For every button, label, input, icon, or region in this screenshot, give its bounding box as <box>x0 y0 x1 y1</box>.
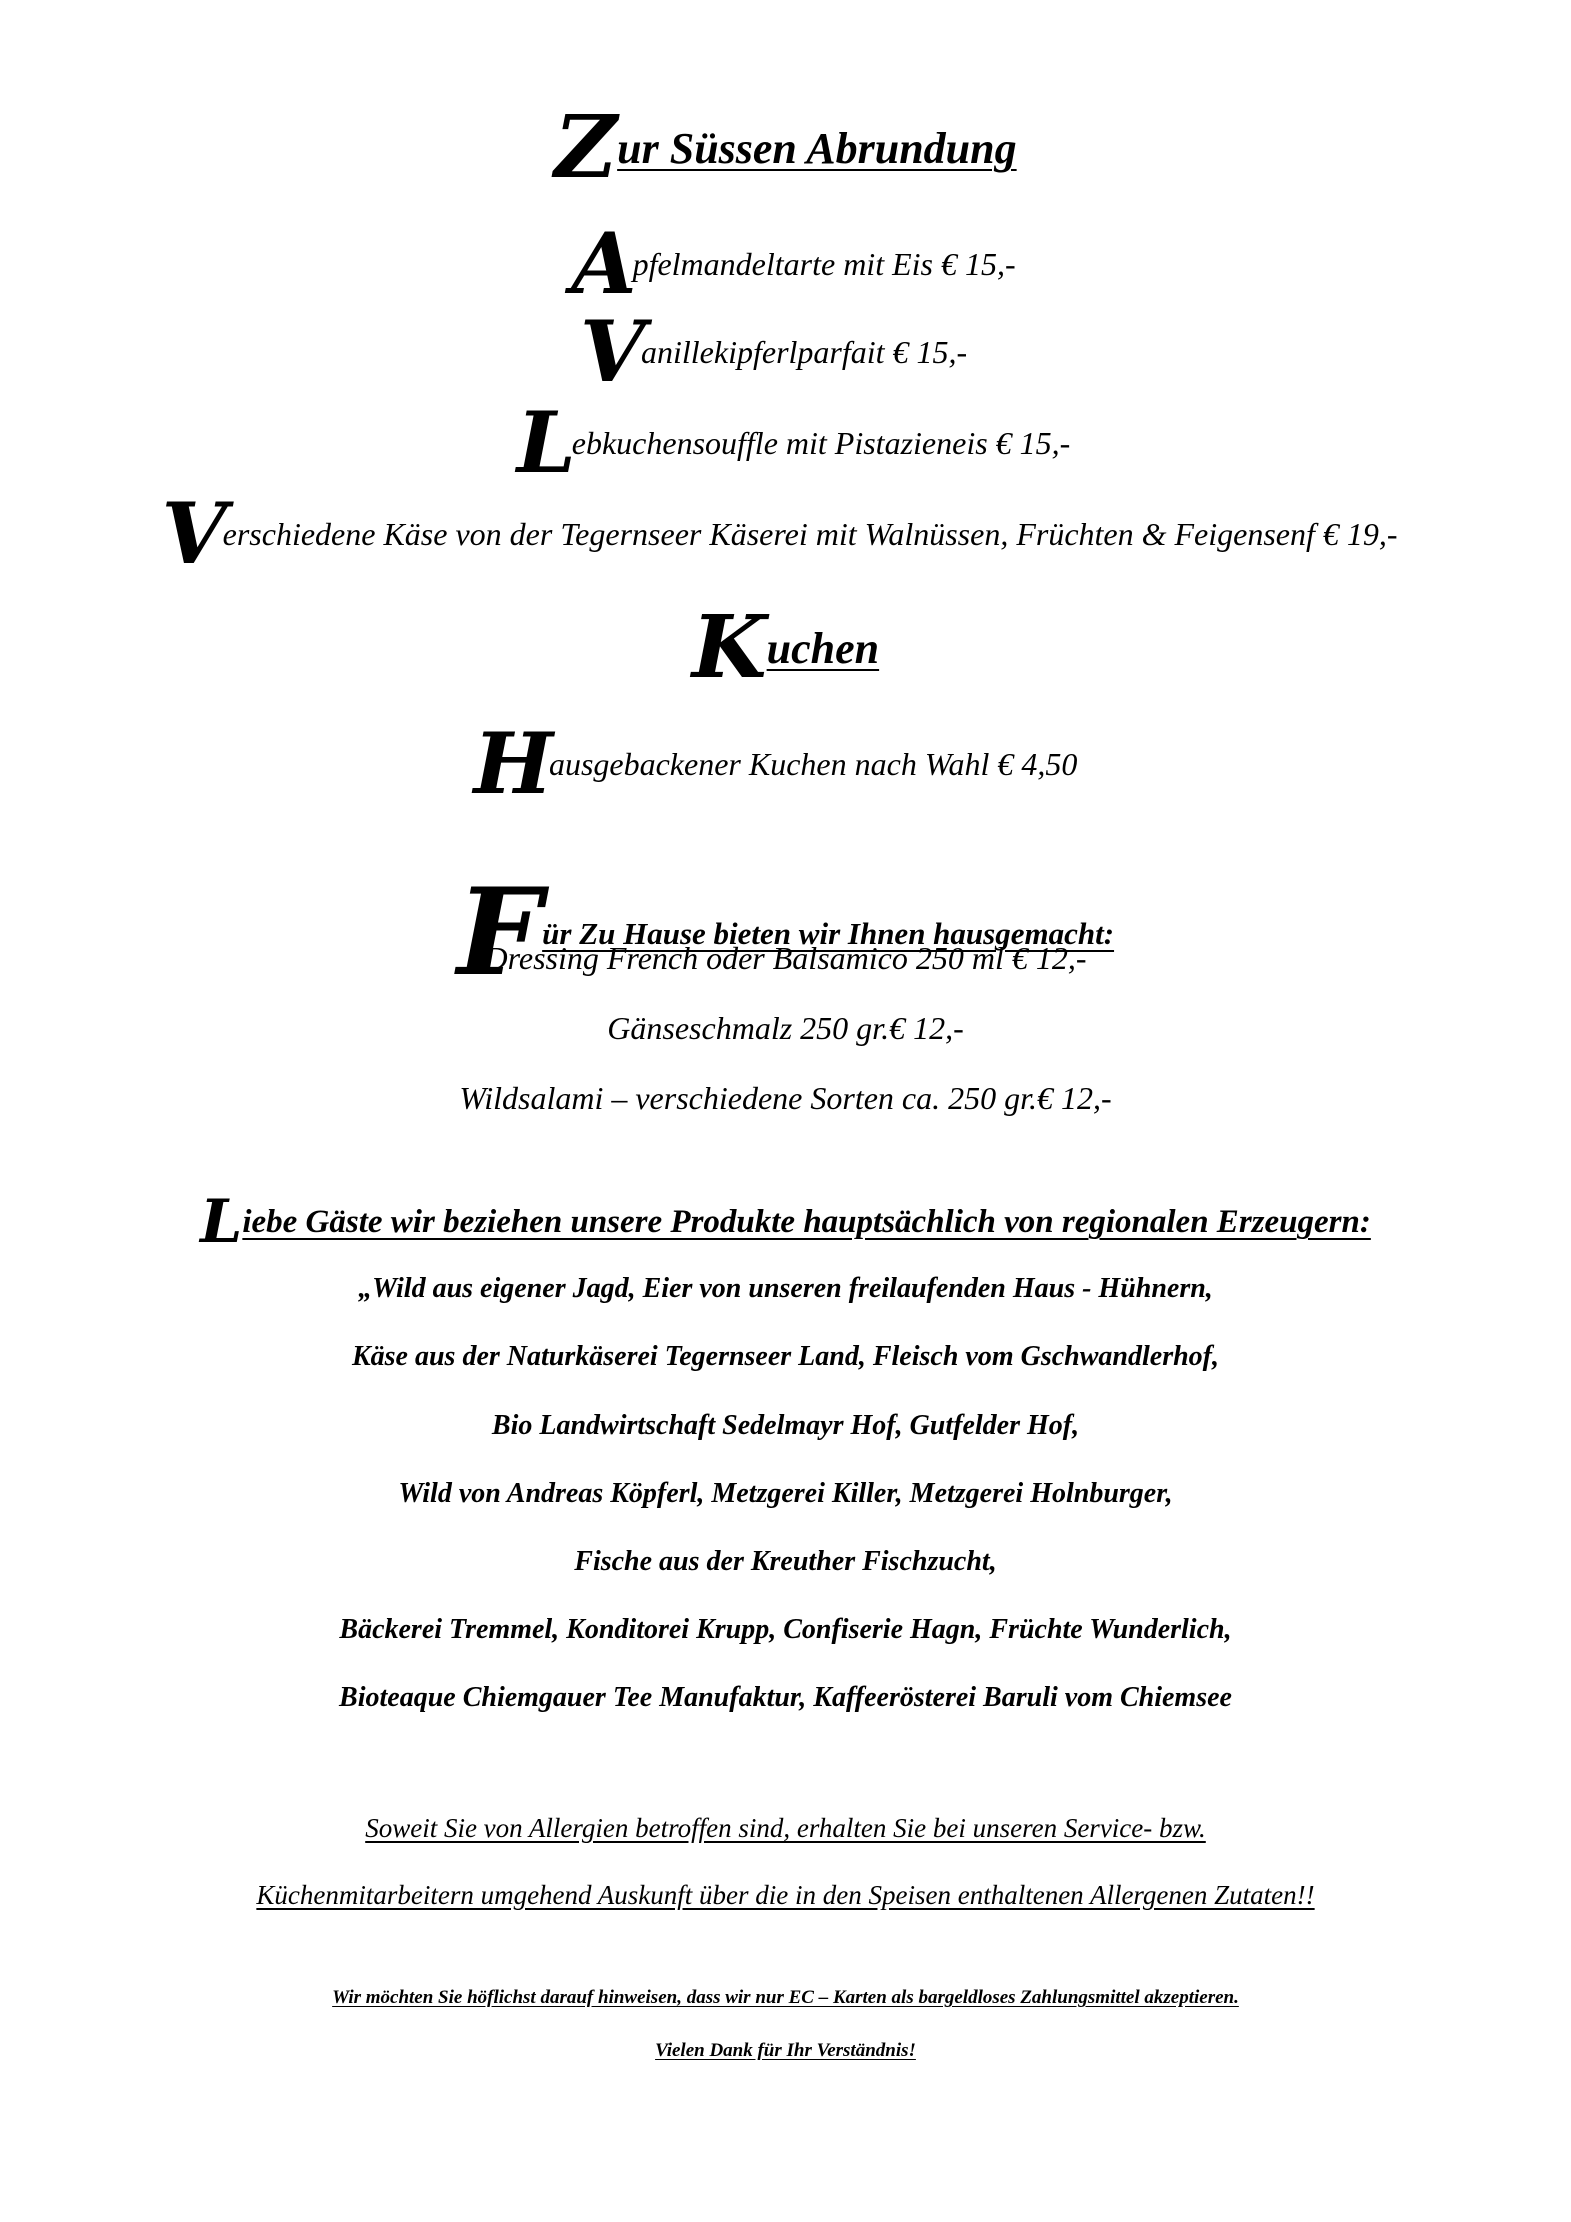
dessert-heading <box>0 97 1571 198</box>
takeaway-heading-text: ür Zu Hause bieten wir Ihnen hausgemacht: <box>542 916 1115 951</box>
guests-heading-initial: L <box>200 1187 243 1257</box>
dessert-item <box>8 212 1571 313</box>
dessert-item-text: erschiedene Käse von der Tegernseer Käserei mit Walnüssen, Früchten & Feigensenf € 19,- <box>222 516 1398 552</box>
dessert-item <box>0 482 1565 583</box>
cake-heading-initial: K <box>691 597 767 698</box>
takeaway-item: Wildsalami – verschiedene Sorten ca. 250 gr.€ 12,- <box>459 1080 1112 1116</box>
dessert-item-initial: A <box>571 214 637 313</box>
dessert-item-initial: V <box>161 484 227 583</box>
allergy-notice-line: Küchenmitarbeitern umgehend Auskunft über die in den Speisen enthaltenen Allergenen Zutaten!! <box>256 1880 1315 1910</box>
dessert-item-initial: L <box>516 393 576 492</box>
dessert-heading-initial: Z <box>554 97 618 198</box>
dessert-item <box>0 300 1559 401</box>
dessert-item <box>8 391 1571 492</box>
supplier-line: Fische aus der Kreuther Fischzucht, <box>574 1546 997 1577</box>
supplier-line: Bio Landwirtschaft Sedelmayr Hof, Gutfelder Hof, <box>491 1410 1080 1441</box>
supplier-line: Wild von Andreas Köpferl, Metzgerei Killer, Metzgerei Holnburger, <box>398 1478 1173 1509</box>
cake-item-initial: H <box>473 714 553 813</box>
cake-item <box>0 712 1561 813</box>
dessert-heading-text: ur Süssen Abrundung <box>617 124 1017 173</box>
dessert-item-text: ebkuchensouffle mit Pistazieneis € 15,- <box>571 425 1071 461</box>
cake-item-text: ausgebackener Kuchen nach Wahl € 4,50 <box>548 746 1078 782</box>
guests-heading-text: iebe Gäste wir beziehen unsere Produkte hauptsächlich von regionalen Erzeugern: <box>242 1204 1371 1240</box>
supplier-line: Bäckerei Tremmel, Konditorei Krupp, Confiserie Hagn, Früchte Wunderlich, <box>339 1614 1232 1645</box>
dessert-item-initial: V <box>579 302 645 401</box>
dessert-item-text: anillekipferlparfait € 15,- <box>641 334 968 370</box>
cake-heading <box>0 597 1571 698</box>
thanks-note: Vielen Dank für Ihr Verständnis! <box>655 2040 916 2061</box>
allergy-notice-line: Soweit Sie von Allergien betroffen sind, erhalten Sie bei unseren Service- bzw. <box>365 1813 1206 1843</box>
cake-heading-text: uchen <box>766 624 880 673</box>
guests-heading <box>0 1187 1571 1257</box>
dessert-item-text: pfelmandeltarte mit Eis € 15,- <box>632 246 1016 282</box>
payment-notice: Wir möchten Sie höflichst darauf hinweisen, dass wir nur EC – Karten als bargeldloses Zahlungsmittel akzeptieren. <box>332 1987 1239 2008</box>
takeaway-item: Dressing French oder Balsamico 250 ml € 12,- <box>484 940 1087 976</box>
supplier-line: Bioteaque Chiemgauer Tee Manufaktur, Kaffeerösterei Baruli vom Chiemsee <box>339 1682 1232 1713</box>
takeaway-item: Gänseschmalz 250 gr.€ 12,- <box>607 1010 964 1046</box>
supplier-line: „Wild aus eigener Jagd, Eier von unseren freilaufenden Haus - Hühnern, <box>358 1273 1213 1304</box>
takeaway-heading-initial: F <box>456 862 543 1003</box>
supplier-line: Käse aus der Naturkäserei Tegernseer Land, Fleisch vom Gschwandlerhof, <box>351 1341 1219 1372</box>
